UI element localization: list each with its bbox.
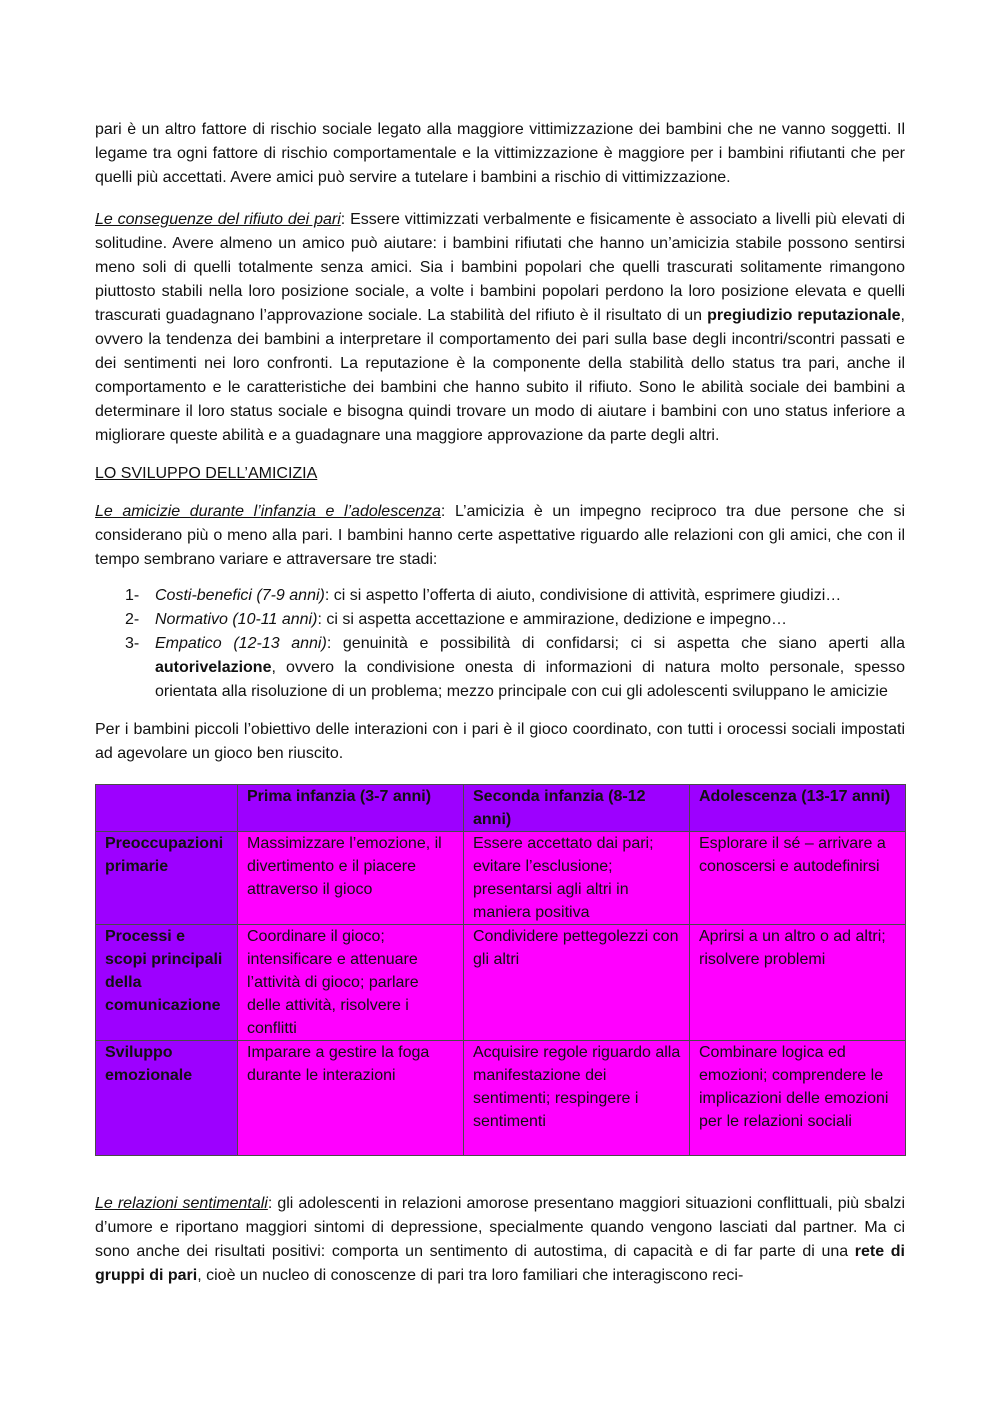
table-header-cell: Adolescenza (13-17 anni) <box>690 785 906 832</box>
table-header-cell: Prima infanzia (3-7 anni) <box>238 785 464 832</box>
stage-text: : ci si aspetta accettazione e ammirazione, dedizione e impegno… <box>317 611 788 628</box>
table-cell: Combinare logica ed emozioni; comprendere le implicazioni delle emozioni per le relazioni sociali <box>690 1041 906 1156</box>
table-row <box>96 925 906 1041</box>
term-self-disclosure: autorivelazione <box>155 659 272 676</box>
heading-rejection-consequences: Le conseguenze del rifiuto dei pari <box>95 211 341 228</box>
table-cell: Esplorare il sé – arrivare a conoscersi e autodefinirsi <box>690 832 906 925</box>
term-reputational-bias: pregiudizio reputazionale <box>707 307 901 324</box>
text-segment: : L’amicizia è un impegno reciproco tra due persone che si considerano più o meno alla pari. I bambini hanno certe aspettative riguardo alle relazioni con gli amici, che con il tempo sembrano variare e attraversare tre stadi: <box>95 503 906 568</box>
section-title-friendship <box>95 462 905 486</box>
text-segment: : Essere vittimizzati verbalmente e fisicamente è associato a livelli più elevati di solitudine. Avere almeno un amico può aiutare: i bambini rifiutati che hanno un’amicizia stabile possono sentirsi meno soli di quelli totalmente senza amici. Sia i bambini popolari che quelli trascurati solitamente rimangono piuttosto stabili nella loro posizione sociale, a volte i bambini popolari perdono la loro posizione elevata e quelli trascurati guadagnano l’approvazione sociale. La stabilità del rifiuto è il risultato di un <box>95 211 906 324</box>
stages-list <box>95 584 905 704</box>
paragraph-coordinated-play: Per i bambini piccoli l’obiettivo delle interazioni con i pari è il gioco coordinato, con tutti i orocessi sociali impostati ad agevolare un gioco ben riuscito. <box>95 721 905 762</box>
section-title-text: LO SVILUPPO DELL’AMICIZIA <box>95 465 318 482</box>
table-header-cell <box>96 785 238 832</box>
table-cell: Essere accettato dai pari; evitare l’esclusione; presentarsi agli altri in maniera positiva <box>464 832 690 925</box>
stage-text: , ovvero la condivisione onesta di informazioni di natura molto personale, spesso orientata alla risoluzione di un problema; mezzo principale con cui gli adolescenti sviluppano le amicizie <box>155 659 905 700</box>
development-table <box>95 784 906 1156</box>
table-cell: Coordinare il gioco; intensificare e attenuare l’attività di gioco; parlare delle attività, risolvere i conflitti <box>238 925 464 1041</box>
list-item-stage-3 <box>95 632 905 704</box>
list-number: 3- <box>125 635 140 652</box>
heading-romantic-relationships: Le relazioni sentimentali <box>95 1195 268 1212</box>
table-row-header: Preoccupazioni primarie <box>96 832 238 925</box>
table-row <box>96 832 906 925</box>
text-segment: , cioè un nucleo di conoscenze di pari tra loro familiari che interagiscono reci- <box>197 1267 744 1284</box>
table-cell: Imparare a gestire la foga durante le interazioni <box>238 1041 464 1156</box>
stage-label: Empatico (12-13 anni) <box>155 635 327 652</box>
paragraph-friendship-childhood <box>95 500 905 572</box>
table-cell: Acquisire regole riguardo alla manifestazione dei sentimenti; respingere i sentimenti <box>464 1041 690 1156</box>
table-cell: Condividere pettegolezzi con gli altri <box>464 925 690 1041</box>
list-number: 1- <box>125 587 140 604</box>
stage-text: : genuinità e possibilità di confidarsi; ci si aspetta che siano aperti alla <box>326 635 905 652</box>
list-item-stage-1 <box>95 584 905 608</box>
table-header-cell: Seconda infanzia (8-12 anni) <box>464 785 690 832</box>
table-row <box>96 1041 906 1156</box>
term-peer-group-network: rete di gruppi di pari <box>95 1243 906 1284</box>
table-row-header: Processi e scopi principali della comunicazione <box>96 925 238 1041</box>
paragraph-romantic-relationships <box>95 1192 905 1288</box>
paragraph-victimization: pari è un altro fattore di rischio sociale legato alla maggiore vittimizzazione dei bambini che ne vanno soggetti. Il legame tra ogni fattore di rischio comportamentale e la vittimizzazione è maggiore per i bambini rifiutanti che per quelli più accettati. Avere amici può servire a tutelare i bambini a rischio di vittimizzazione. <box>95 121 905 186</box>
table-row-header: Sviluppo emozionale <box>96 1041 238 1156</box>
stage-text: : ci si aspetto l’offerta di aiuto, condivisione di attività, esprimere giudizi… <box>324 587 842 604</box>
list-item-stage-2 <box>95 608 905 632</box>
table-cell: Massimizzare l’emozione, il divertimento e il piacere attraverso il gioco <box>238 832 464 925</box>
table-header-row <box>96 785 906 832</box>
table-cell: Aprirsi a un altro o ad altri; risolvere problemi <box>690 925 906 1041</box>
text-segment: : gli adolescenti in relazioni amorose presentano maggiori situazioni conflittuali, più sbalzi d’umore e riportano maggiori sintomi di depressione, specialmente quando vengono lasciati dal partner. Ma ci sono anche dei risultati positivi: comporta un sentimento di autostima, di capacità e di far parte di una <box>95 1195 906 1260</box>
stage-label: Costi-benefici (7-9 anni) <box>155 587 325 604</box>
heading-friendship-childhood: Le amicizie durante l’infanzia e l’adolescenza <box>95 503 441 520</box>
text-segment: , ovvero la tendenza dei bambini a interpretare il comportamento dei pari sulla base degli incontri/scontri passati e dei sentimenti nei loro confronti. La reputazione è la componente della stabilità dello status tra pari, anche il comportamento e le caratteristiche dei bambini che hanno subito il rifiuto. Sono le abilità sociale dei bambini a determinare il loro status sociale e bisogna quindi trovare un modo di aiutare i bambini con uno status inferiore a migliorare queste abilità e a guadagnare una maggiore approvazione da parte degli altri. <box>95 307 905 444</box>
paragraph-rejection-consequences <box>95 208 905 448</box>
list-number: 2- <box>125 611 140 628</box>
stage-label: Normativo (10-11 anni) <box>155 611 318 628</box>
